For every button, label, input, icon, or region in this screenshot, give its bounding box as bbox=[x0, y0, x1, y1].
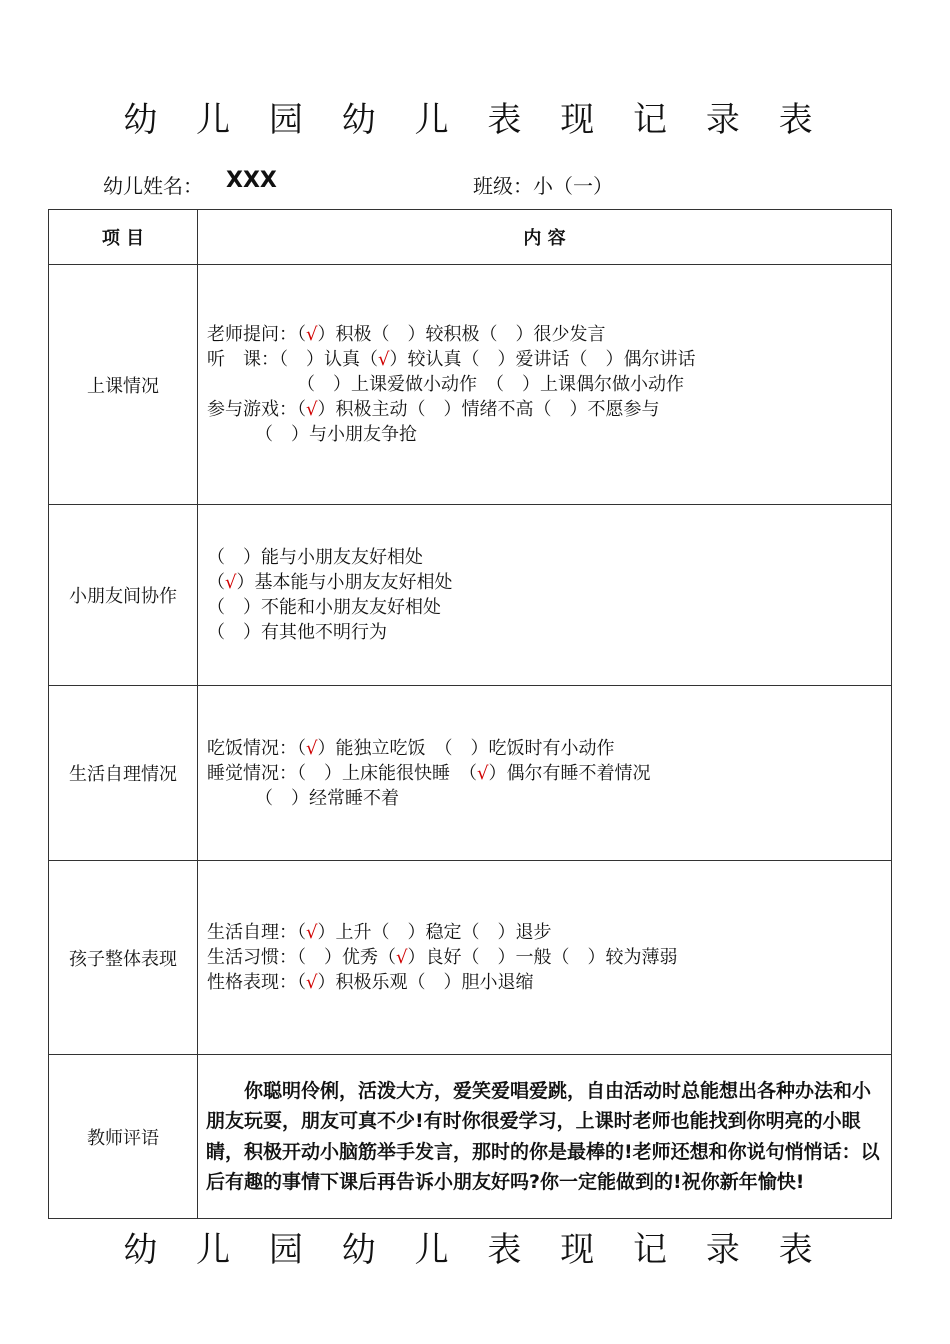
game-line-2: （ ）与小朋友争抢 bbox=[255, 424, 417, 445]
eating-line: 吃饭情况：（√）能独立吃饭 （ ）吃饭时有小动作 bbox=[207, 737, 615, 759]
table-row-class bbox=[49, 265, 892, 505]
selfcare-trend-line: 生活自理：（√）上升（ ）稳定（ ）退步 bbox=[207, 922, 552, 943]
record-table bbox=[48, 209, 892, 1219]
sleeping-line: 睡觉情况：（ ）上床能很快睡 （√）偶尔有睡不着情况 bbox=[207, 762, 651, 784]
sleeping-line-2: （ ）经常睡不着 bbox=[255, 787, 399, 809]
table-row-cooperation bbox=[49, 505, 892, 686]
check-mark: √ bbox=[306, 922, 318, 943]
row-content-overall bbox=[198, 861, 892, 1055]
row-label-cooperation: 小朋友间协作 bbox=[49, 505, 198, 686]
teacher-comment: 你聪明伶俐，活泼大方，爱笑爱唱爱跳，自由活动时总能想出各种办法和小朋友玩耍，朋友可真不少!有时你很爱学习，上课时老师也能找到你明亮的小眼睛，积极开动小脑筋举手发言，那时的你是最棒的!老师还想和你说句悄悄话：以后有趣的事情下课后再告诉小朋友好吗?你一定能做到的!祝你新年愉快! bbox=[198, 1055, 892, 1219]
check-mark: √ bbox=[306, 324, 318, 345]
table-row-overall bbox=[49, 861, 892, 1055]
row-content-selfcare bbox=[198, 686, 892, 861]
row-label-class: 上课情况 bbox=[49, 265, 198, 505]
page-title-repeat: 幼 儿 园 幼 儿 表 现 记 录 表 bbox=[123, 1230, 827, 1270]
row-content-cooperation bbox=[198, 505, 892, 686]
page-title: 幼 儿 园 幼 儿 表 现 记 录 表 bbox=[123, 100, 827, 140]
row-content-class bbox=[198, 265, 892, 505]
check-mark: √ bbox=[306, 737, 318, 759]
listening-line-2: （ ）上课爱做小动作 （ ）上课偶尔做小动作 bbox=[297, 374, 684, 395]
table-row-selfcare bbox=[49, 686, 892, 861]
game-line: 参与游戏：（√）积极主动（ ）情绪不高（ ）不愿参与 bbox=[207, 399, 660, 420]
check-mark: √ bbox=[306, 399, 318, 420]
row-label-comment: 教师评语 bbox=[49, 1055, 198, 1219]
class-label: 班级：小（一） bbox=[473, 174, 613, 198]
personality-line: 性格表现：（√）积极乐观（ ）胆小退缩 bbox=[207, 972, 534, 993]
name-label: 幼儿姓名： bbox=[103, 174, 203, 198]
row-label-selfcare: 生活自理情况 bbox=[49, 686, 198, 861]
coop-line-3: （ ）不能和小朋友友好相处 bbox=[207, 597, 441, 618]
header-content: 内 容 bbox=[198, 210, 892, 265]
row-label-overall: 孩子整体表现 bbox=[49, 861, 198, 1055]
coop-line-1: （ ）能与小朋友友好相处 bbox=[207, 547, 423, 568]
header-item: 项 目 bbox=[49, 210, 198, 265]
coop-line-2: （√）基本能与小朋友友好相处 bbox=[207, 572, 453, 593]
table-row-comment bbox=[49, 1055, 892, 1219]
name-value: XXX bbox=[226, 168, 277, 193]
check-mark: √ bbox=[306, 972, 318, 993]
table-header-row bbox=[49, 210, 892, 265]
habits-line: 生活习惯：（ ）优秀（√）良好（ ）一般（ ）较为薄弱 bbox=[207, 947, 678, 968]
check-mark: √ bbox=[378, 349, 390, 370]
listening-line: 听 课：（ ）认真（√）较认真（ ）爱讲话（ ）偶尔讲话 bbox=[207, 349, 696, 370]
question-line: 老师提问：（√）积极（ ）较积极（ ）很少发言 bbox=[207, 324, 606, 345]
check-mark: √ bbox=[477, 762, 489, 784]
coop-line-4: （ ）有其他不明行为 bbox=[207, 622, 387, 643]
check-mark: √ bbox=[396, 947, 408, 968]
check-mark: √ bbox=[225, 572, 237, 593]
